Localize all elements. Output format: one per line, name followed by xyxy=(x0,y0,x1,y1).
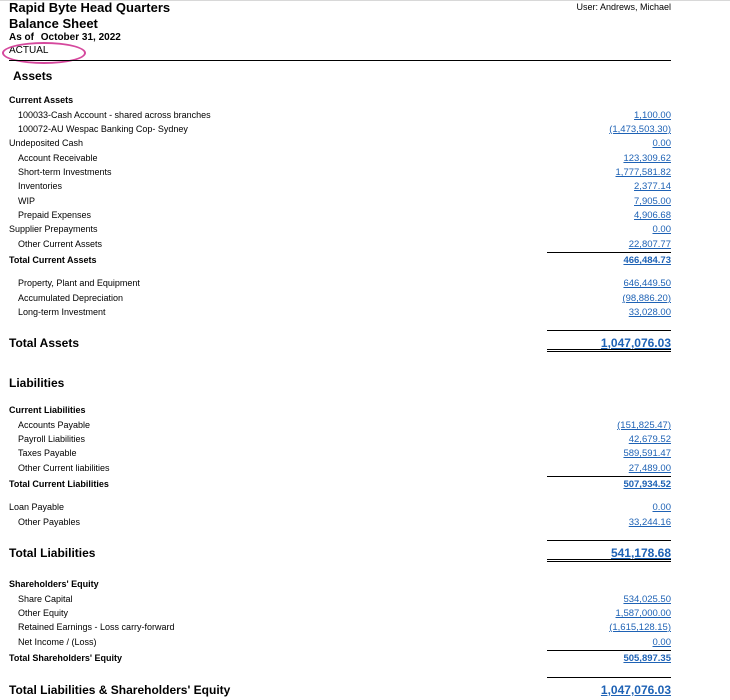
total-assets-row: Total Assets 1,047,076.03 xyxy=(0,336,730,350)
total-current-assets-row: Total Current Assets 466,484.73 xyxy=(0,255,730,269)
amount-link[interactable]: 0.00 xyxy=(652,138,671,149)
as-of-label: As of xyxy=(9,32,34,43)
current-liabilities-heading: Current Liabilities xyxy=(9,405,86,415)
current-assets-heading: Current Assets xyxy=(9,95,74,105)
asset-row: Undeposited Cash 0.00 xyxy=(9,138,671,149)
liability-row: Loan Payable 0.00 xyxy=(9,502,671,513)
amount-link[interactable]: (98,886.20) xyxy=(622,293,671,304)
asset-row: Account Receivable 123,309.62 xyxy=(18,153,671,164)
equity-row: Share Capital 534,025.50 xyxy=(18,594,671,605)
double-rule xyxy=(547,561,671,562)
total-current-liabilities-row: Total Current Liabilities 507,934.52 xyxy=(0,479,730,493)
subtotal-rule xyxy=(547,650,671,651)
amount-link[interactable]: (1,615,128.15) xyxy=(609,622,671,633)
asset-row: 100033-Cash Account - shared across branches 1,100.00 xyxy=(18,110,671,121)
amount-link[interactable]: 0.00 xyxy=(652,224,671,235)
header-rule xyxy=(9,60,671,61)
company-name: Rapid Byte Head Quarters xyxy=(9,0,171,15)
asset-row: Inventories 2,377.14 xyxy=(18,181,671,192)
asset-row: Prepaid Expenses 4,906.68 xyxy=(18,210,671,221)
amount-link[interactable]: 2,377.14 xyxy=(634,181,671,192)
total-equity-row: Total Shareholders' Equity 505,897.35 xyxy=(0,653,730,667)
amount-link[interactable]: 646,449.50 xyxy=(623,278,671,289)
liability-row: Other Current liabilities 27,489.00 xyxy=(18,463,671,474)
total-rule xyxy=(547,330,671,331)
subtotal-rule xyxy=(547,476,671,477)
equity-row: Net Income / (Loss) 0.00 xyxy=(18,637,671,648)
amount-link[interactable]: 4,906.68 xyxy=(634,210,671,221)
asset-row: Supplier Prepayments 0.00 xyxy=(9,224,671,235)
double-rule xyxy=(547,351,671,352)
total-rule xyxy=(547,677,671,678)
liability-row: Other Payables 33,244.16 xyxy=(18,517,671,528)
amount-link[interactable]: 42,679.52 xyxy=(628,434,671,445)
total-rule xyxy=(547,540,671,541)
liability-row: Taxes Payable 589,591.47 xyxy=(18,448,671,459)
amount-link[interactable]: (1,473,503.30) xyxy=(609,124,671,135)
amount-link[interactable]: 33,028.00 xyxy=(628,307,671,318)
assets-heading: Assets xyxy=(13,69,53,83)
equity-row: Other Equity 1,587,000.00 xyxy=(18,608,671,619)
asset-row: WIP 7,905.00 xyxy=(18,196,671,207)
liability-row: Accounts Payable (151,825.47) xyxy=(18,420,671,431)
amount-link[interactable]: 534,025.50 xyxy=(623,594,671,605)
as-of-date: October 31, 2022 xyxy=(40,32,121,43)
liability-row: Payroll Liabilities 42,679.52 xyxy=(18,434,671,445)
amount-link[interactable]: 1,047,076.03 xyxy=(600,336,671,350)
amount-link[interactable]: 33,244.16 xyxy=(628,517,671,528)
amount-link[interactable]: 507,934.52 xyxy=(623,479,671,490)
equity-row: Retained Earnings - Loss carry-forward (1,615,128.15) xyxy=(18,622,671,633)
amount-link[interactable]: 7,905.00 xyxy=(634,196,671,207)
amount-link[interactable]: 1,777,581.82 xyxy=(615,167,671,178)
amount-link[interactable]: 22,807.77 xyxy=(628,239,671,250)
amount-link[interactable]: 541,178.68 xyxy=(610,546,671,560)
amount-link[interactable]: 0.00 xyxy=(652,502,671,513)
equity-heading: Shareholders' Equity xyxy=(9,579,99,589)
report-basis: ACTUAL xyxy=(9,45,49,56)
liabilities-heading: Liabilities xyxy=(9,376,65,390)
asset-row: Short-term Investments 1,777,581.82 xyxy=(18,167,671,178)
amount-link[interactable]: 0.00 xyxy=(652,637,671,648)
as-of-line xyxy=(9,32,121,43)
subtotal-rule xyxy=(547,252,671,253)
asset-row: Long-term Investment 33,028.00 xyxy=(18,307,671,318)
total-liabilities-row: Total Liabilities 541,178.68 xyxy=(0,546,730,560)
grand-total-row: Total Liabilities & Shareholders' Equity 1,047,076.03 xyxy=(0,683,730,697)
amount-link[interactable]: 589,591.47 xyxy=(623,448,671,459)
asset-row: 100072-AU Wespac Banking Cop- Sydney (1,473,503.30) xyxy=(18,124,671,135)
double-rule xyxy=(547,559,671,560)
user-label: User: Andrews, Michael xyxy=(576,2,671,12)
amount-link[interactable]: 1,100.00 xyxy=(634,110,671,121)
amount-link[interactable]: 27,489.00 xyxy=(628,463,671,474)
asset-row: Property, Plant and Equipment 646,449.50 xyxy=(18,278,671,289)
asset-row: Accumulated Depreciation (98,886.20) xyxy=(18,293,671,304)
amount-link[interactable]: 1,587,000.00 xyxy=(615,608,671,619)
amount-link[interactable]: 1,047,076.03 xyxy=(600,683,671,697)
double-rule xyxy=(547,349,671,350)
report-title: Balance Sheet xyxy=(9,16,98,31)
amount-link[interactable]: (151,825.47) xyxy=(617,420,671,431)
amount-link[interactable]: 123,309.62 xyxy=(623,153,671,164)
asset-row: Other Current Assets 22,807.77 xyxy=(18,239,671,250)
amount-link[interactable]: 505,897.35 xyxy=(623,653,671,664)
amount-link[interactable]: 466,484.73 xyxy=(623,255,671,266)
